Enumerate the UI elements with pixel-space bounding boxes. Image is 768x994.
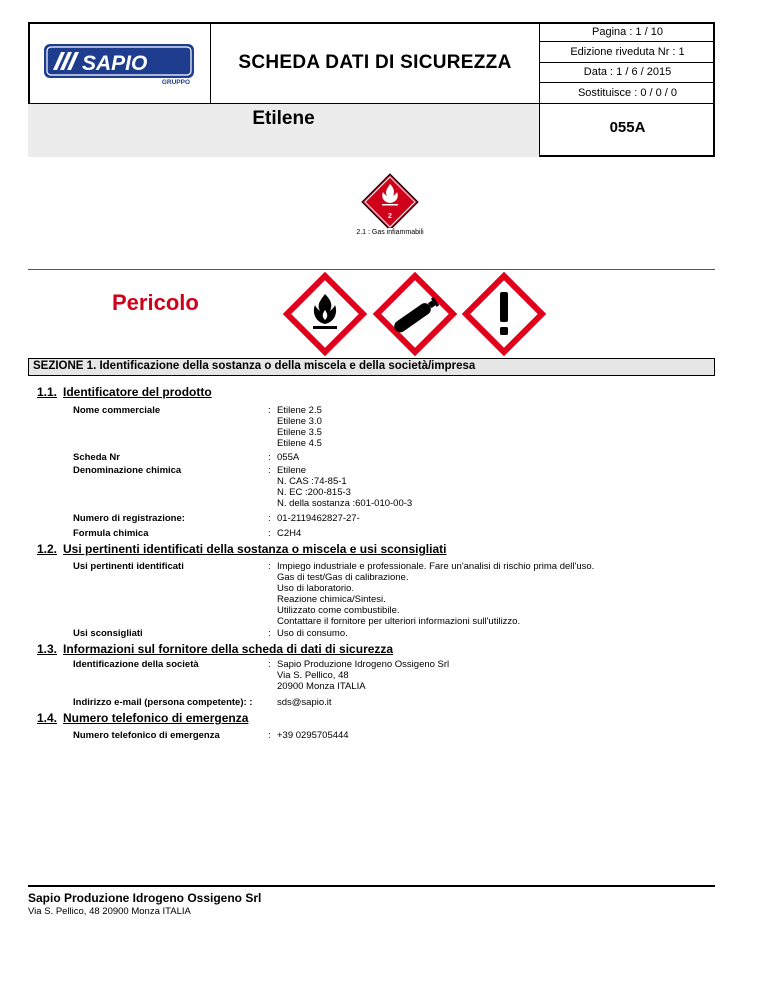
chemical-name: Etilene N. CAS :74-85-1 N. EC :200-815-3 N. della sostanza :601-010-00-3	[277, 465, 413, 509]
trade-name-label: Nome commerciale	[73, 405, 161, 416]
registration-number-label: Numero di registrazione:	[73, 513, 185, 524]
chemical-formula-label: Formula chimica	[73, 528, 149, 539]
uses-advised-against-label: Usi sconsigliati	[73, 628, 143, 639]
flame-icon	[283, 272, 367, 361]
section-1-title: SEZIONE 1. Identificazione della sostanza o della miscela e della società/impresa	[28, 358, 715, 376]
transport-class-number: 2	[388, 213, 392, 220]
product-code: 055A	[609, 119, 646, 136]
subsection-1-3-heading: 1.3. Informazioni sul fornitore della scheda di dati di sicurezza	[37, 642, 394, 656]
footer-company: Sapio Produzione Idrogeno Ossigeno Srl	[28, 891, 262, 905]
company-identification: Sapio Produzione Idrogeno Ossigeno Srl Via S. Pellico, 48 20900 Monza ITALIA	[277, 659, 450, 692]
transport-label-text: 2.1 : Gas infiammabili	[356, 229, 424, 236]
emergency-phone-number: +39 0295705444	[277, 730, 349, 741]
identified-uses-label: Usi pertinenti identificati	[73, 561, 184, 572]
sheet-number-label: Scheda Nr	[73, 452, 120, 463]
supersedes: Sostituisce : 0 / 0 / 0	[577, 86, 678, 99]
chemical-name-label: Denominazione chimica	[73, 465, 182, 476]
exclamation-mark-icon	[462, 272, 546, 361]
identified-uses: Impiego industriale e professionale. Fare un'analisi di rischio prima dell'uso. Gas di test/Gas di calibrazione. Uso di laboratorio. Reazione chimica/Sintesi. Utilizzato come combustibile. Contattare il fornitore per ulteriori informazioni sull'utilizzo.	[277, 561, 595, 627]
transport-flammable-gas-icon	[358, 172, 422, 233]
footer-divider	[28, 885, 715, 887]
registration-number: 01-2119462827-27-	[277, 513, 360, 524]
sapio-logo	[44, 44, 194, 91]
sheet-number: 055A	[277, 452, 300, 463]
gas-cylinder-icon	[373, 272, 457, 361]
product-row-divider	[28, 103, 715, 157]
logo-text: SAPIO	[82, 52, 148, 75]
logo-subtext: GRUPPO	[161, 79, 190, 86]
subsection-1-4-heading: 1.4. Numero telefonico di emergenza	[37, 711, 249, 725]
document-title: SCHEDA DATI DI SICUREZZA	[238, 51, 512, 73]
product-name: Etilene	[252, 108, 315, 129]
email-address[interactable]: sds@sapio.it	[277, 697, 332, 708]
page-number: Pagina : 1 / 10	[540, 22, 715, 42]
divider	[28, 269, 715, 270]
revision-date: Data : 1 / 6 / 2015	[540, 63, 715, 83]
email-label: Indirizzo e-mail (persona competente): :	[73, 697, 253, 708]
uses-advised-against: Uso di consumo.	[277, 628, 348, 639]
edition: Edizione riveduta Nr : 1	[540, 42, 715, 62]
company-identification-label: Identificazione della società	[73, 659, 199, 670]
footer-address: Via S. Pellico, 48 20900 Monza ITALIA	[28, 906, 191, 917]
document-title-cell	[211, 22, 540, 103]
chemical-formula: C2H4	[277, 528, 302, 539]
signal-word: Pericolo	[112, 290, 199, 315]
emergency-phone-label: Numero telefonico di emergenza	[73, 730, 220, 741]
subsection-1-1-heading: 1.1. Identificatore del prodotto	[37, 385, 212, 399]
trade-names: Etilene 2.5 Etilene 3.0 Etilene 3.5 Etilene 4.5	[277, 405, 322, 449]
subsection-1-2-heading: 1.2. Usi pertinenti identificati della sostanza o miscela e usi sconsigliati	[37, 542, 447, 556]
